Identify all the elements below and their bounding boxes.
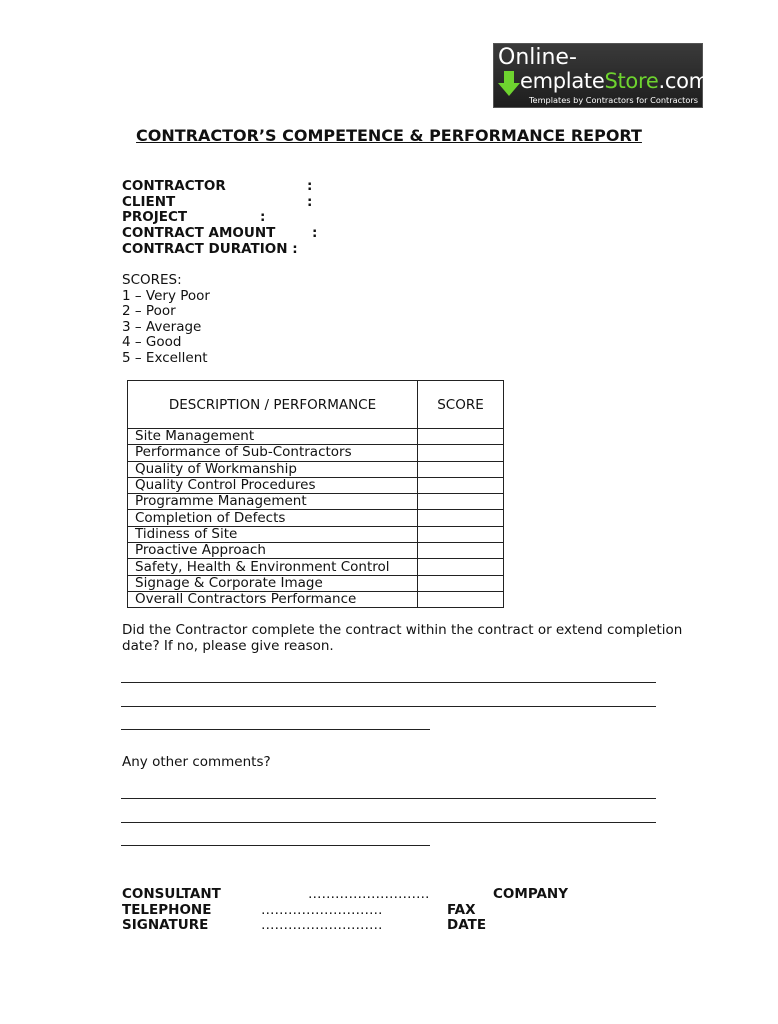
- table-row: [128, 510, 504, 526]
- question-completion-line2: date? If no, please give reason.: [122, 638, 334, 654]
- score-cell[interactable]: [418, 461, 504, 477]
- row-description: Site Management: [128, 429, 418, 445]
- score-cell[interactable]: [418, 591, 504, 607]
- client-label: CLIENT: [122, 194, 176, 210]
- contract-duration-label: CONTRACT DURATION :: [122, 241, 298, 257]
- score-cell[interactable]: [418, 575, 504, 591]
- comment-line[interactable]: [121, 798, 656, 799]
- scores-heading: SCORES:: [122, 272, 182, 288]
- table-row: [128, 526, 504, 542]
- logo-tagline: Templates by Contractors for Contractors: [528, 95, 698, 105]
- table-row: [128, 559, 504, 575]
- row-description: Performance of Sub-Contractors: [128, 445, 418, 461]
- client-colon: :: [307, 194, 313, 210]
- telephone-label: TELEPHONE: [122, 902, 212, 918]
- date-label: DATE: [447, 917, 487, 933]
- question-completion-line1: Did the Contractor complete the contract within the contract or extend completion: [122, 622, 683, 638]
- question-comments: Any other comments?: [122, 754, 271, 770]
- signature-dots[interactable]: ………………………: [261, 917, 383, 933]
- row-description: Tidiness of Site: [128, 526, 418, 542]
- fax-label: FAX: [447, 902, 476, 918]
- description-header: DESCRIPTION / PERFORMANCE: [128, 381, 418, 429]
- table-row: [128, 445, 504, 461]
- consultant-dots[interactable]: ………………………: [308, 886, 430, 902]
- project-colon: :: [260, 209, 266, 225]
- company-label: COMPANY: [493, 886, 568, 902]
- consultant-label: CONSULTANT: [122, 886, 221, 902]
- score-cell[interactable]: [418, 445, 504, 461]
- score-cell[interactable]: [418, 429, 504, 445]
- score-cell[interactable]: [418, 543, 504, 559]
- score-item: 4 – Good: [122, 334, 182, 350]
- score-cell[interactable]: [418, 526, 504, 542]
- comment-line[interactable]: [121, 822, 656, 823]
- table-row: [128, 429, 504, 445]
- performance-table: [127, 380, 504, 608]
- score-cell[interactable]: [418, 477, 504, 493]
- table-header-row: [128, 381, 504, 429]
- comment-line[interactable]: [121, 845, 430, 846]
- answer-line[interactable]: [121, 706, 656, 707]
- telephone-dots[interactable]: ………………………: [261, 902, 383, 918]
- row-description: Completion of Defects: [128, 510, 418, 526]
- score-cell[interactable]: [418, 559, 504, 575]
- row-description: Programme Management: [128, 494, 418, 510]
- table-row: [128, 575, 504, 591]
- row-description: Quality of Workmanship: [128, 461, 418, 477]
- score-item: 1 – Very Poor: [122, 288, 210, 304]
- score-cell[interactable]: [418, 510, 504, 526]
- logo-line1: Online-: [498, 45, 577, 70]
- contractor-label: CONTRACTOR: [122, 178, 226, 194]
- contractor-colon: :: [307, 178, 313, 194]
- logo-line2: emplateStore.com: [520, 69, 709, 93]
- answer-line[interactable]: [121, 682, 656, 683]
- page-title: CONTRACTOR’S COMPETENCE & PERFORMANCE REPORT: [136, 126, 642, 145]
- row-description: Signage & Corporate Image: [128, 575, 418, 591]
- table-row: [128, 591, 504, 607]
- row-description: Proactive Approach: [128, 543, 418, 559]
- row-description: Quality Control Procedures: [128, 477, 418, 493]
- contract-amount-colon: :: [312, 225, 318, 241]
- download-arrow-icon: [498, 71, 520, 97]
- answer-line[interactable]: [121, 729, 430, 730]
- table-row: [128, 461, 504, 477]
- score-header: SCORE: [418, 381, 504, 429]
- score-cell[interactable]: [418, 494, 504, 510]
- score-item: 2 – Poor: [122, 303, 176, 319]
- table-row: [128, 477, 504, 493]
- company-logo: [493, 43, 709, 108]
- row-description: Safety, Health & Environment Control: [128, 559, 418, 575]
- score-item: 5 – Excellent: [122, 350, 208, 366]
- project-label: PROJECT: [122, 209, 188, 225]
- score-item: 3 – Average: [122, 319, 202, 335]
- row-description: Overall Contractors Performance: [128, 591, 418, 607]
- contract-amount-label: CONTRACT AMOUNT: [122, 225, 276, 241]
- table-row: [128, 543, 504, 559]
- table-row: [128, 494, 504, 510]
- signature-label: SIGNATURE: [122, 917, 209, 933]
